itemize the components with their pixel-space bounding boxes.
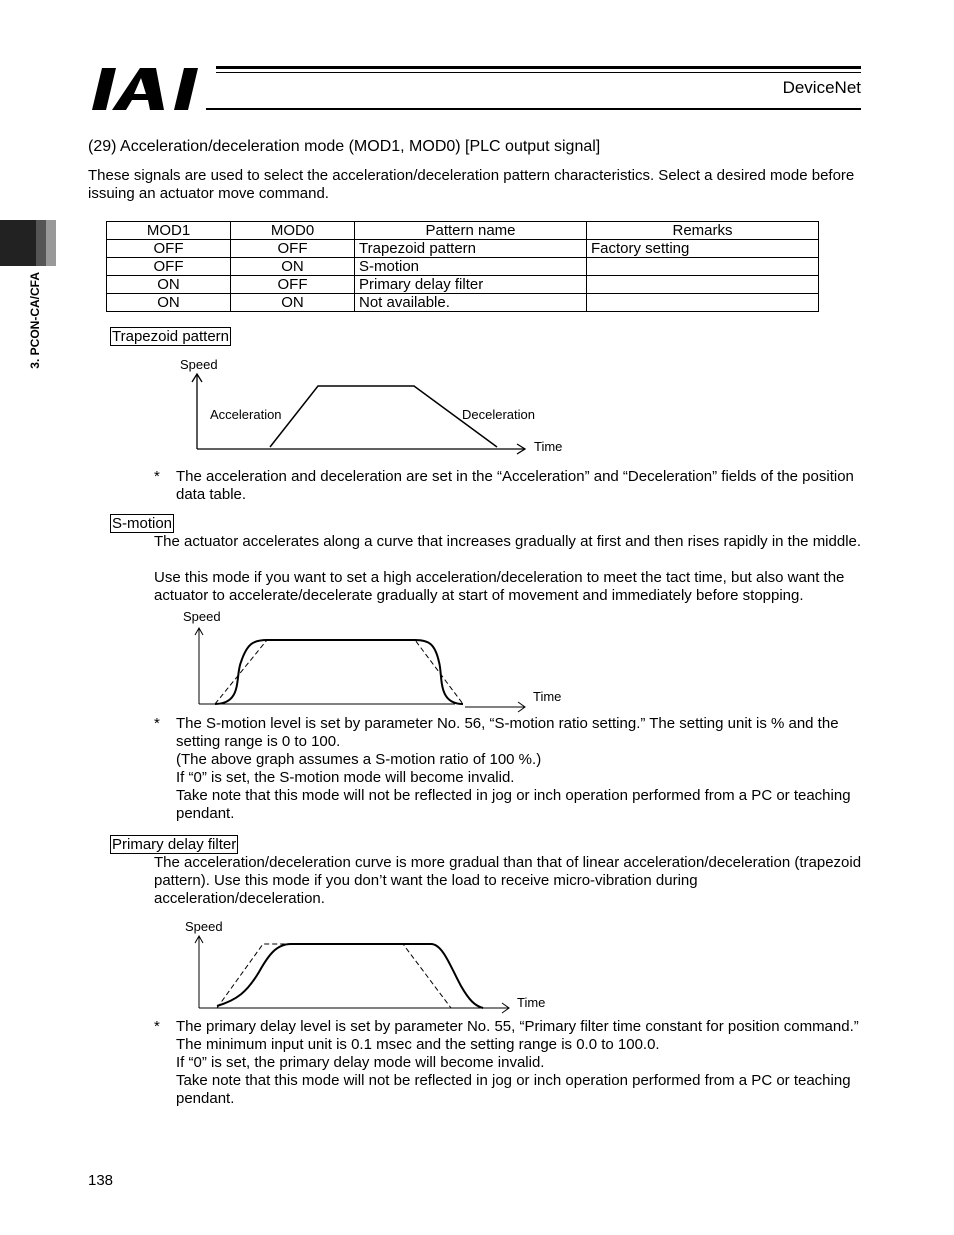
trapezoid-reference <box>217 944 451 1008</box>
graph-acceleration-label: Acceleration <box>210 407 282 422</box>
table-cell: Primary delay filter <box>355 276 587 294</box>
trapezoid-label-text: Trapezoid pattern <box>112 328 230 345</box>
table-cell: Factory setting <box>587 240 819 258</box>
table-cell: OFF <box>231 276 355 294</box>
graph-time-label: Time <box>517 995 546 1010</box>
table-cell: Not available. <box>355 294 587 312</box>
note-star: * <box>154 1018 160 1035</box>
smotion-paragraph-1: The actuator accelerates along a curve that increases gradually at first and then rises rapidly in the middle. <box>154 533 862 550</box>
primary-label <box>110 836 238 854</box>
smotion-note-2: (The above graph assumes a S-motion ratio of 100 %.) <box>176 751 542 768</box>
primary-delay-curve <box>217 944 483 1008</box>
table-cell: OFF <box>231 240 355 258</box>
smotion-note-3: If “0” is set, the S-motion mode will become invalid. <box>176 769 515 786</box>
table-cell <box>587 294 819 312</box>
side-tab-marker-mid <box>36 220 46 266</box>
trapezoid-reference <box>215 640 463 704</box>
graph-time-label: Time <box>533 689 562 704</box>
header-rule-top <box>216 66 861 69</box>
table-row <box>107 240 819 258</box>
header-rule-thin <box>216 72 861 73</box>
smotion-paragraph-2: Use this mode if you want to set a high acceleration/deceleration to meet the tact time, but also want the actuator to accelerate/decelerate gradually at start of movement and immediately before stopping. <box>154 569 845 604</box>
note-star: * <box>154 715 160 732</box>
section-intro: These signals are used to select the acceleration/deceleration pattern characteristics. Select a desired mode before issuing an actuator move command. <box>88 167 855 202</box>
table-cell: OFF <box>107 258 231 276</box>
table-cell <box>587 276 819 294</box>
smotion-note-4: Take note that this mode will not be reflected in jog or inch operation performed from a PC or teaching pendant. <box>176 787 851 822</box>
side-tab-marker <box>0 220 36 266</box>
table-row <box>107 294 819 312</box>
smotion-label-text: S-motion <box>112 515 173 532</box>
primary-note-3: Take note that this mode will not be reflected in jog or inch operation performed from a PC or teaching pendant. <box>176 1072 851 1107</box>
table-cell: ON <box>231 294 355 312</box>
graph-time-label: Time <box>534 439 563 454</box>
table-header-cell: Pattern name <box>355 222 587 240</box>
graph-speed-label: Speed <box>185 919 223 934</box>
smotion-note-1: The S-motion level is set by parameter No. 56, “S-motion ratio setting.” The setting unit is % and the setting range is 0 to 100. <box>176 715 839 750</box>
header-title: DeviceNet <box>782 78 861 97</box>
header-rule-bottom <box>206 108 861 110</box>
smotion-graph <box>175 604 575 714</box>
graph-deceleration-label: Deceleration <box>462 407 535 422</box>
primary-note-1: The primary delay level is set by parameter No. 55, “Primary filter time constant for position command.” The minimum input unit is 0.1 msec and the setting range is 0.0 to 100.0. <box>176 1018 859 1053</box>
side-tab-label: 3. PCON-CA/CFA <box>28 272 42 369</box>
table-header-row <box>107 222 819 240</box>
table-cell: S-motion <box>355 258 587 276</box>
primary-graph <box>175 914 565 1018</box>
table-cell: ON <box>107 294 231 312</box>
table-cell <box>587 258 819 276</box>
table-header-cell: Remarks <box>587 222 819 240</box>
primary-note-2: If “0” is set, the primary delay mode will become invalid. <box>176 1054 545 1071</box>
table-cell: OFF <box>107 240 231 258</box>
table-header-cell: MOD1 <box>107 222 231 240</box>
table-row <box>107 276 819 294</box>
trapezoid-note: The acceleration and deceleration are set in the “Acceleration” and “Deceleration” fields of the position data table. <box>176 468 854 503</box>
graph-speed-label: Speed <box>183 609 221 624</box>
table-cell: ON <box>231 258 355 276</box>
page-number: 138 <box>88 1172 114 1189</box>
smotion-curve <box>215 640 463 704</box>
iai-logo <box>92 66 212 112</box>
trapezoid-label <box>110 328 231 346</box>
smotion-label <box>110 515 174 533</box>
mode-table <box>106 221 819 312</box>
side-tab-marker-light <box>46 220 56 266</box>
graph-speed-label: Speed <box>180 357 218 372</box>
table-cell: ON <box>107 276 231 294</box>
table-header-cell: MOD0 <box>231 222 355 240</box>
primary-paragraph: The acceleration/deceleration curve is more gradual than that of linear acceleration/deceleration (trapezoid pattern). Use this mode if you don’t want the load to receive micro-vibration during acceleration/deceleration. <box>154 854 862 907</box>
trapezoid-graph <box>170 352 580 460</box>
note-star: * <box>154 468 160 485</box>
primary-label-text: Primary delay filter <box>112 836 237 853</box>
table-cell: Trapezoid pattern <box>355 240 587 258</box>
section-heading: (29) Acceleration/deceleration mode (MOD1, MOD0) [PLC output signal] <box>88 138 601 155</box>
table-row <box>107 258 819 276</box>
